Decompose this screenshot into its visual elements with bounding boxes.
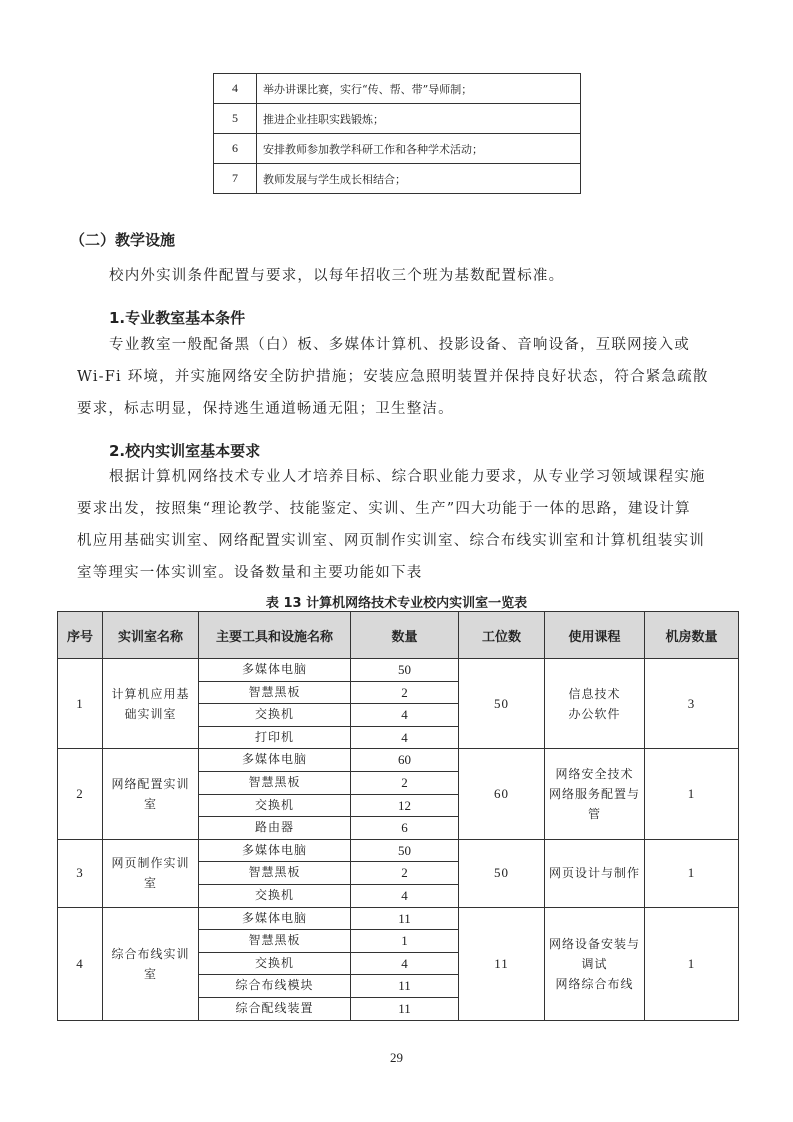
teacher-development-table bbox=[213, 73, 581, 194]
room-name: 计算机应用基础实训室 bbox=[103, 659, 199, 749]
subsection-title-classroom: 1.专业教室基本条件 bbox=[109, 309, 246, 327]
tool-name: 智慧黑板 bbox=[199, 862, 351, 885]
tool-name: 多媒体电脑 bbox=[199, 659, 351, 682]
room-count: 1 bbox=[645, 839, 739, 907]
course-list: 信息技术 办公软件 bbox=[545, 659, 645, 749]
header-courses: 使用课程 bbox=[545, 612, 645, 659]
tool-name: 路由器 bbox=[199, 817, 351, 840]
table-row bbox=[58, 659, 739, 682]
row-number: 6 bbox=[214, 134, 257, 164]
tool-quantity: 6 bbox=[351, 817, 459, 840]
header-tools: 主要工具和设施名称 bbox=[199, 612, 351, 659]
tool-name: 综合配线装置 bbox=[199, 997, 351, 1020]
tool-quantity: 2 bbox=[351, 771, 459, 794]
subsection-title-lab: 2.校内实训室基本要求 bbox=[109, 442, 261, 460]
classroom-line-2: Wi-Fi 环境，并实施网络安全防护措施；安装应急照明装置并保持良好状态，符合紧急疏散 bbox=[77, 369, 709, 385]
header-stations: 工位数 bbox=[459, 612, 545, 659]
room-name: 综合布线实训室 bbox=[103, 907, 199, 1020]
room-number: 2 bbox=[58, 749, 103, 839]
station-count: 50 bbox=[459, 839, 545, 907]
room-number: 4 bbox=[58, 907, 103, 1020]
section-title: （二）教学设施 bbox=[70, 231, 176, 249]
tool-name: 多媒体电脑 bbox=[199, 907, 351, 930]
tool-name: 智慧黑板 bbox=[199, 681, 351, 704]
room-name: 网络配置实训室 bbox=[103, 749, 199, 839]
table-header-row bbox=[58, 612, 739, 659]
table-row bbox=[214, 104, 581, 134]
tool-name: 交换机 bbox=[199, 952, 351, 975]
row-text: 教师发展与学生成长相结合； bbox=[257, 164, 581, 194]
lab-list-table bbox=[57, 611, 739, 1021]
tool-quantity: 2 bbox=[351, 862, 459, 885]
table-row bbox=[214, 74, 581, 104]
tool-quantity: 1 bbox=[351, 930, 459, 953]
tool-quantity: 11 bbox=[351, 997, 459, 1020]
page-number: 29 bbox=[390, 1050, 403, 1065]
tool-name: 智慧黑板 bbox=[199, 771, 351, 794]
row-text: 推进企业挂职实践锻炼； bbox=[257, 104, 581, 134]
tool-name: 多媒体电脑 bbox=[199, 839, 351, 862]
room-number: 1 bbox=[58, 659, 103, 749]
lab-list-table-body bbox=[58, 659, 739, 1021]
table-row bbox=[58, 749, 739, 772]
tool-name: 交换机 bbox=[199, 794, 351, 817]
station-count: 60 bbox=[459, 749, 545, 839]
room-number: 3 bbox=[58, 839, 103, 907]
table-row bbox=[58, 907, 739, 930]
table-row bbox=[58, 839, 739, 862]
lab-line-2: 要求出发，按照集“理论教学、技能鉴定、实训、生产”四大功能于一体的思路，建设计算 bbox=[77, 501, 691, 517]
tool-quantity: 60 bbox=[351, 749, 459, 772]
tool-quantity: 4 bbox=[351, 726, 459, 749]
table-row bbox=[214, 134, 581, 164]
room-count: 1 bbox=[645, 749, 739, 839]
station-count: 11 bbox=[459, 907, 545, 1020]
header-no: 序号 bbox=[58, 612, 103, 659]
tool-quantity: 4 bbox=[351, 952, 459, 975]
course-list: 网络设备安装与调试 网络综合布线 bbox=[545, 907, 645, 1020]
tool-quantity: 12 bbox=[351, 794, 459, 817]
teacher-development-table-body bbox=[214, 74, 581, 194]
tool-name: 打印机 bbox=[199, 726, 351, 749]
tool-name: 多媒体电脑 bbox=[199, 749, 351, 772]
row-text: 举办讲课比赛，实行“传、帮、带”导师制； bbox=[257, 74, 581, 104]
tool-quantity: 2 bbox=[351, 681, 459, 704]
tool-quantity: 50 bbox=[351, 659, 459, 682]
row-number: 4 bbox=[214, 74, 257, 104]
room-name: 网页制作实训室 bbox=[103, 839, 199, 907]
header-room-count: 机房数量 bbox=[645, 612, 739, 659]
header-room-name: 实训室名称 bbox=[103, 612, 199, 659]
tool-name: 综合布线模块 bbox=[199, 975, 351, 998]
tool-quantity: 50 bbox=[351, 839, 459, 862]
course-list: 网页设计与制作 bbox=[545, 839, 645, 907]
tool-name: 智慧黑板 bbox=[199, 930, 351, 953]
classroom-line-1: 专业教室一般配备黑（白）板、多媒体计算机、投影设备、音响设备，互联网接入或 bbox=[109, 337, 690, 353]
row-number: 5 bbox=[214, 104, 257, 134]
tool-quantity: 4 bbox=[351, 704, 459, 727]
intro-paragraph: 校内外实训条件配置与要求，以每年招收三个班为基数配置标准。 bbox=[109, 268, 565, 284]
row-number: 7 bbox=[214, 164, 257, 194]
tool-quantity: 11 bbox=[351, 975, 459, 998]
row-text: 安排教师参加教学科研工作和各种学术活动； bbox=[257, 134, 581, 164]
table-row bbox=[214, 164, 581, 194]
tool-name: 交换机 bbox=[199, 884, 351, 907]
tool-quantity: 11 bbox=[351, 907, 459, 930]
room-count: 3 bbox=[645, 659, 739, 749]
tool-name: 交换机 bbox=[199, 704, 351, 727]
lab-line-4: 室等理实一体实训室。设备数量和主要功能如下表 bbox=[77, 565, 423, 581]
course-list: 网络安全技术 网络服务配置与管 bbox=[545, 749, 645, 839]
room-count: 1 bbox=[645, 907, 739, 1020]
station-count: 50 bbox=[459, 659, 545, 749]
header-quantity: 数量 bbox=[351, 612, 459, 659]
lab-line-3: 机应用基础实训室、网络配置实训室、网页制作实训室、综合布线实训室和计算机组装实训 bbox=[77, 533, 705, 549]
classroom-line-3: 要求，标志明显，保持逃生通道畅通无阻；卫生整洁。 bbox=[77, 401, 454, 417]
table-caption: 表 13 计算机网络技术专业校内实训室一览表 bbox=[265, 596, 528, 611]
lab-line-1: 根据计算机网络技术专业人才培养目标、综合职业能力要求，从专业学习领域课程实施 bbox=[109, 469, 706, 485]
tool-quantity: 4 bbox=[351, 884, 459, 907]
